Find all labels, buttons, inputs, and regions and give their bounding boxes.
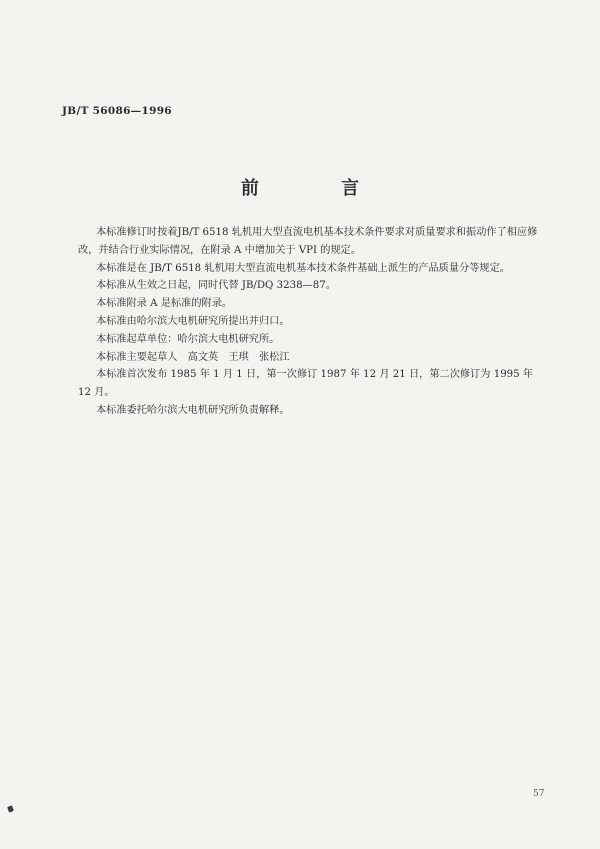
standard-code: JB/T 56086—1996	[62, 105, 172, 117]
paragraph: 本标准委托哈尔滨大电机研究所负责解释。	[96, 404, 290, 416]
page-title: 前 言	[240, 178, 398, 199]
scan-mark	[7, 805, 14, 812]
paragraph: 本标准由哈尔滨大电机研究所提出并归口。	[96, 315, 290, 327]
paragraph: 本标准首次发布 1985 年 1 月 1 日，第一次修订 1987 年 12 月 21 日，第二次修订为 1995 年 12 月。	[78, 369, 534, 399]
paragraph: 本标准起草单位：哈尔滨大电机研究所。	[96, 333, 280, 345]
paragraph: 本标准从生效之日起，同时代替 JB/DQ 3238—87。	[96, 280, 336, 292]
foreword-body	[78, 224, 548, 420]
paragraph: 本标准修订时按着JB/T 6518 轧机用大型直流电机基本技术条件要求对质量要求和振动作了相应修改，并结合行业实际情况，在附录 A 中增加关于 VPI 的规定。	[78, 227, 538, 256]
paragraph: 本标准附录 A 是标准的附录。	[96, 298, 233, 310]
paragraph: 本标准主要起草人 高文英 王琪 张松江	[96, 351, 290, 363]
page-number: 57	[533, 789, 545, 799]
paragraph: 本标准是在 JB/T 6518 轧机用大型直流电机基本技术条件基础上派生的产品质量分等规定。	[96, 262, 510, 274]
